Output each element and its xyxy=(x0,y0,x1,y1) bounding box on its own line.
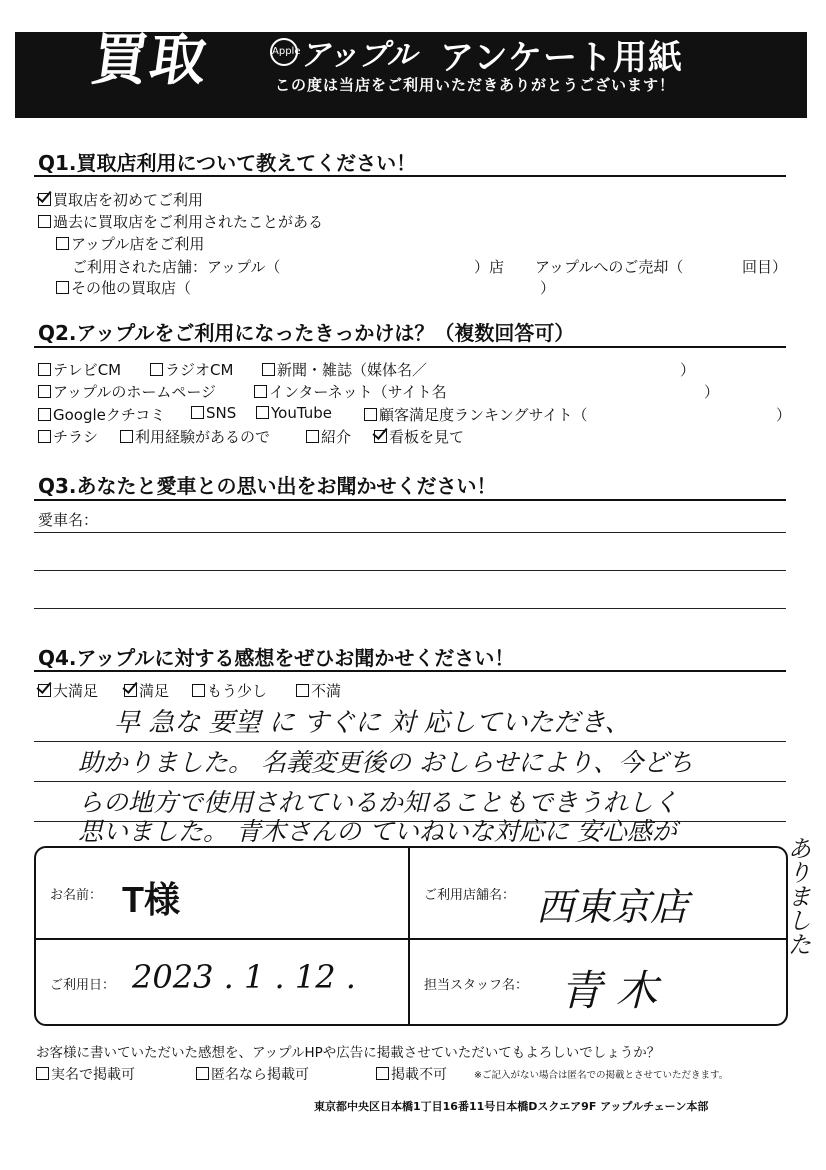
q1-store-used-label: ご利用された店舗：アップル（ xyxy=(72,258,281,276)
q1-other-suffix: ） xyxy=(540,279,556,297)
q2-referral-option[interactable]: 紹介 xyxy=(306,426,351,447)
q4-handwriting-overflow: ありました xyxy=(783,836,811,956)
q1-sale-count-label: アップルへのご売却（ xyxy=(535,258,684,276)
q2-radio-option[interactable]: ラジオCM xyxy=(150,359,233,380)
checkbox[interactable] xyxy=(38,430,51,443)
checkbox[interactable] xyxy=(196,1067,209,1080)
q4-handwriting-line-4[interactable]: 思いました。 青木さんの ていねいな対応に 安心感が xyxy=(78,817,677,846)
checkbox[interactable] xyxy=(56,281,69,294)
q4-handwriting-line-3[interactable]: らの地方で使用されているか知ることもできうれしく xyxy=(34,784,786,822)
checkbox[interactable] xyxy=(38,385,51,398)
q2-signboard-option[interactable]: 看板を見て xyxy=(374,426,464,447)
staff-label: 担当スタッフ名： xyxy=(424,978,529,993)
info-box-horizontal-divider xyxy=(34,938,786,940)
name-label: お名前： xyxy=(50,888,103,903)
consent-not-allowed-option[interactable]: 掲載不可 xyxy=(376,1064,447,1084)
date-value[interactable]: 2023 . 1 . 12 . xyxy=(132,958,356,996)
name-value[interactable]: T様 xyxy=(122,879,180,920)
q4-unsatisfied-option[interactable]: 不満 xyxy=(296,680,341,701)
checkbox[interactable] xyxy=(262,363,275,376)
q1-sale-count-suffix: 回目） xyxy=(742,258,788,276)
q2-experience-option[interactable]: 利用経験があるので xyxy=(120,426,270,447)
checkbox[interactable] xyxy=(191,406,204,419)
q4-handwriting-line-2[interactable]: 助かりました。 名義変更後の おしらせにより、今どち xyxy=(34,744,786,782)
q4-handwriting-line-1[interactable]: 早 急な 要望 に すぐに 対 応していただき、 xyxy=(34,704,786,742)
checkbox[interactable] xyxy=(38,363,51,376)
consent-note: ※ご記入がない場合は匿名での掲載とさせていただきます。 xyxy=(474,1070,729,1081)
q2-sns-option[interactable]: SNS xyxy=(191,404,236,422)
store-label: ご利用店舗名： xyxy=(424,888,516,903)
kaitori-logo: 買取 xyxy=(87,27,213,93)
page-subtitle: この度は当店をご利用いただきありがとうございます！ xyxy=(275,76,676,94)
checkbox-checked[interactable] xyxy=(124,684,137,697)
q2-newspaper-close: ） xyxy=(680,361,696,379)
page-title: アンケート用紙 xyxy=(440,38,683,78)
checkbox[interactable] xyxy=(296,684,309,697)
q4-heading: Q4.アップルに対する感想をぜひお聞かせください！ xyxy=(38,646,515,670)
q2-tv-option[interactable]: テレビCM xyxy=(38,359,121,380)
checkbox[interactable] xyxy=(56,237,69,250)
q1-store-suffix: ）店 xyxy=(474,258,505,276)
q3-car-label: 愛車名： xyxy=(38,511,99,529)
q3-divider xyxy=(34,499,786,501)
q2-ranking-option[interactable]: 顧客満足度ランキングサイト（ xyxy=(364,404,588,425)
company-address: 東京都中央区日本橋1丁目16番11号日本橋Dスクエア9F アップルチェーン本部 xyxy=(314,1100,709,1113)
checkbox[interactable] xyxy=(120,430,133,443)
checkbox[interactable] xyxy=(306,430,319,443)
q4-divider xyxy=(34,670,786,672)
q2-heading: Q2.アップルをご利用になったきっかけは？（複数回答可） xyxy=(38,321,575,345)
checkbox-checked[interactable] xyxy=(38,193,51,206)
q1-other-shop-option[interactable]: その他の買取店（ xyxy=(56,277,191,298)
q3-answer-line-1[interactable] xyxy=(34,532,786,533)
checkbox[interactable] xyxy=(38,215,51,228)
q2-newspaper-option[interactable]: 新聞・雑誌（媒体名／ xyxy=(262,359,427,380)
q2-homepage-option[interactable]: アップルのホームページ xyxy=(38,381,216,402)
staff-value[interactable]: 青 木 xyxy=(560,966,658,1015)
checkbox[interactable] xyxy=(364,408,377,421)
q4-very-satisfied-option[interactable]: 大満足 xyxy=(38,680,98,701)
checkbox-checked[interactable] xyxy=(38,684,51,697)
q4-bit-more-option[interactable]: もう少し xyxy=(192,680,267,701)
q1-heading: Q1.買取店利用について教えてください！ xyxy=(38,151,417,175)
checkbox-checked[interactable] xyxy=(374,430,387,443)
consent-anonymous-option[interactable]: 匿名なら掲載可 xyxy=(196,1064,309,1084)
q2-internet-option[interactable]: インターネット（サイト名 xyxy=(254,381,447,402)
q2-flyer-option[interactable]: チラシ xyxy=(38,426,98,447)
q2-internet-close: ） xyxy=(704,383,720,401)
consent-real-name-option[interactable]: 実名で掲載可 xyxy=(36,1064,135,1084)
brand-name: アップル xyxy=(300,38,417,73)
apple-logo-icon: Apple xyxy=(270,38,298,66)
info-box-vertical-divider xyxy=(408,846,410,1024)
q3-answer-line-3[interactable] xyxy=(34,608,786,609)
checkbox[interactable] xyxy=(38,408,51,421)
store-value[interactable]: 西東京店 xyxy=(536,885,689,929)
q1-divider xyxy=(34,175,786,177)
date-label: ご利用日： xyxy=(50,978,116,993)
q2-divider xyxy=(34,346,786,348)
checkbox[interactable] xyxy=(376,1067,389,1080)
q1-first-time-option[interactable]: 買取店を初めてご利用 xyxy=(38,189,203,210)
checkbox[interactable] xyxy=(150,363,163,376)
consent-question: お客様に書いていただいた感想を、アップルHPや広告に掲載させていただいてもよろしいでしょうか？ xyxy=(36,1045,661,1061)
checkbox[interactable] xyxy=(36,1067,49,1080)
checkbox[interactable] xyxy=(254,385,267,398)
checkbox[interactable] xyxy=(192,684,205,697)
q4-satisfied-option[interactable]: 満足 xyxy=(124,680,169,701)
q1-apple-shop-option[interactable]: アップル店をご利用 xyxy=(56,233,204,254)
q2-google-option[interactable]: Googleクチコミ xyxy=(38,404,165,425)
checkbox[interactable] xyxy=(256,406,269,419)
q1-used-before-option[interactable]: 過去に買取店をご利用されたことがある xyxy=(38,211,323,232)
q2-youtube-option[interactable]: YouTube xyxy=(256,404,332,422)
q2-ranking-close: ） xyxy=(776,406,792,424)
q3-answer-line-2[interactable] xyxy=(34,570,786,571)
q3-heading: Q3.あなたと愛車との思い出をお聞かせください！ xyxy=(38,474,497,498)
